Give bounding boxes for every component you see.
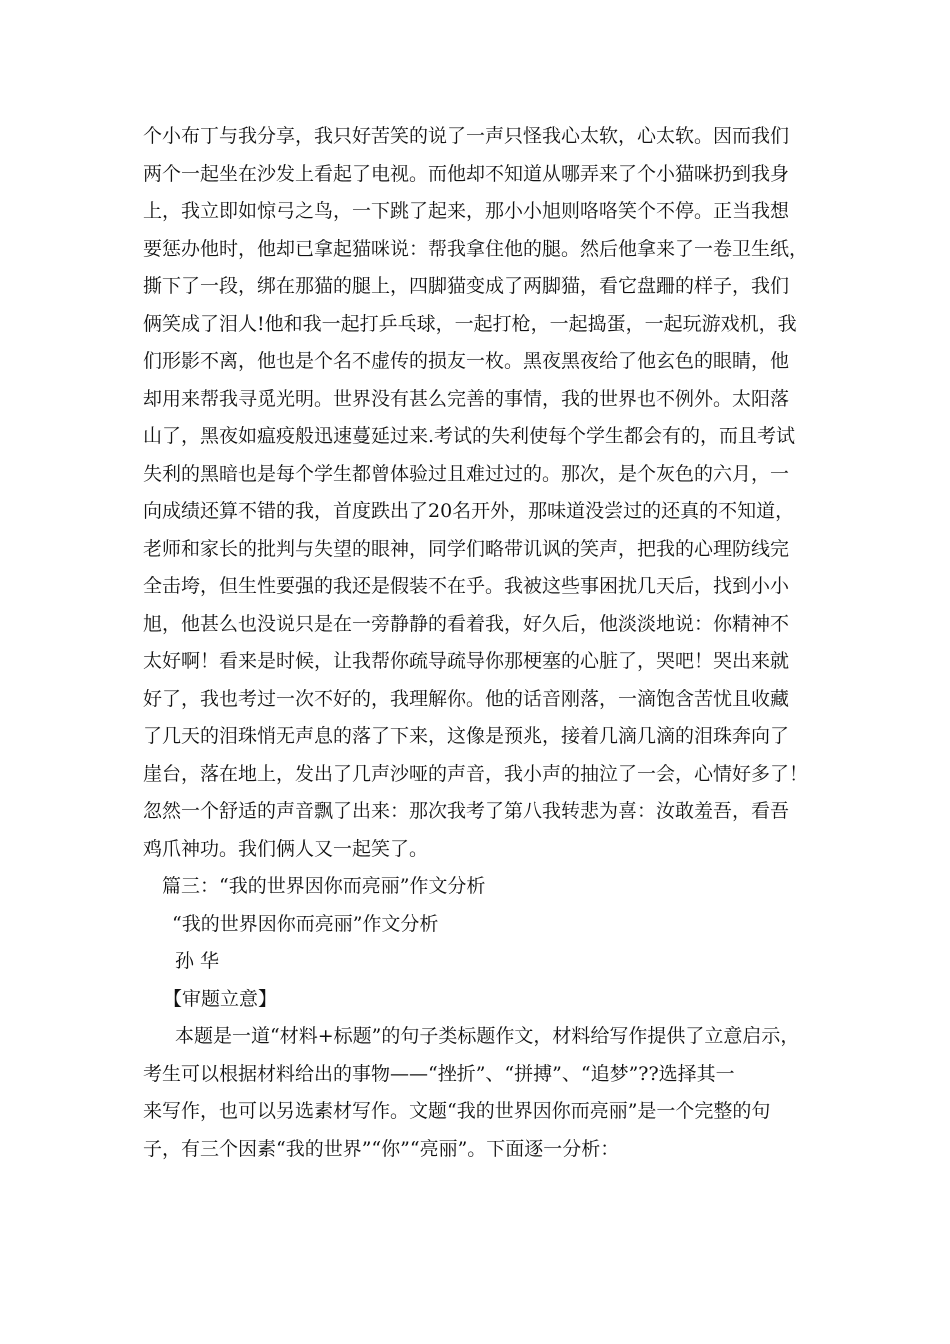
story-line: 了几天的泪珠悄无声息的落了下来，这像是预兆，接着几滴几滴的泪珠奔向了 [143, 725, 790, 747]
story-line: 上，我立即如惊弓之鸟，一下跳了起来，那小小旭则咯咯笑个不停。正当我想 [143, 200, 790, 222]
analysis-line: 本题是一道“材料+标题”的句子类标题作文，材料给写作提供了立意启示， [175, 1025, 800, 1047]
analysis-line: 来写作，也可以另选素材写作。文题“我的世界因你而亮丽”是一个完整的句 [143, 1100, 771, 1122]
story-line: 老师和家长的批判与失望的眼神，同学们略带讥讽的笑声，把我的心理防线完 [143, 537, 790, 560]
story-line: 好了，我也考过一次不好的，我理解你。他的话音刚落，一滴饱含苦忧且收藏 [143, 687, 790, 710]
analysis-line: 子，有三个因素“我的世界”“你”“亮丽”。下面逐一分析： [143, 1137, 620, 1160]
story-line: 却用来帮我寻觅光明。世界没有甚么完善的事情，我的世界也不例外。太阳落 [143, 387, 790, 410]
story-line: 全击垮，但生性要强的我还是假装不在乎。我被这些事困扰几天后，找到小小 [143, 575, 790, 597]
story-line: 山了，黑夜如瘟疫般迅速蔓延过来.考试的失利使每个学生都会有的，而且考试 [143, 425, 796, 447]
document-body [143, 118, 811, 1168]
story-line: 个小布丁与我分享，我只好苦笑的说了一声只怪我心太软，心太软。因而我们 [143, 125, 790, 147]
story-line: 撕下了一段，绑在那猫的腿上，四脚猫变成了两脚猫，看它盘跚的样子，我们 [143, 275, 790, 297]
subheading: 【审题立意】 [163, 987, 278, 1010]
story-line: 旭，他甚么也没说只是在一旁静静的看着我，好久后，他淡淡地说：你精神不 [143, 612, 790, 635]
story-line: 忽然一个舒适的声音飘了出来：那次我考了第八我转悲为喜：汝敢羞吾，看吾 [143, 800, 790, 822]
author-name: 孙 华 [175, 950, 220, 972]
analysis-line: 考生可以根据材料给出的事物——“挫折”、“拼搏”、“追梦”??选择其一 [143, 1062, 735, 1085]
story-line: 两个一起坐在沙发上看起了电视。而他却不知道从哪弄来了个小猫咪扔到我身 [143, 162, 790, 185]
story-line: 鸡爪神功。我们俩人又一起笑了。 [143, 837, 429, 860]
story-line: 向成绩还算不错的我，首度跌出了20名开外，那味道没尝过的还真的不知道， [143, 500, 795, 522]
story-line: 们形影不离，他也是个名不虚传的损友一枚。黑夜黑夜给了他玄色的眼睛，他 [143, 350, 790, 372]
story-line: 要惩办他时，他却已拿起猫咪说：帮我拿住他的腿。然后他拿来了一卷卫生纸， [143, 237, 809, 260]
story-line: 俩笑成了泪人!他和我一起打乒乓球，一起打枪，一起捣蛋，一起玩游戏机，我 [143, 312, 797, 335]
article-title: “我的世界因你而亮丽”作文分析 [172, 912, 439, 935]
section-heading: 篇三：“我的世界因你而亮丽”作文分析 [162, 875, 486, 897]
story-line: 失利的黑暗也是每个学生都曾体验过且难过过的。那次，是个灰色的六月，一 [143, 462, 790, 485]
story-line: 崖台，落在地上，发出了几声沙哑的声音，我小声的抽泣了一会，心情好多了！ [143, 762, 809, 785]
story-line: 太好啊！看来是时候，让我帮你疏导疏导你那梗塞的心脏了，哭吧！哭出来就 [143, 650, 790, 672]
